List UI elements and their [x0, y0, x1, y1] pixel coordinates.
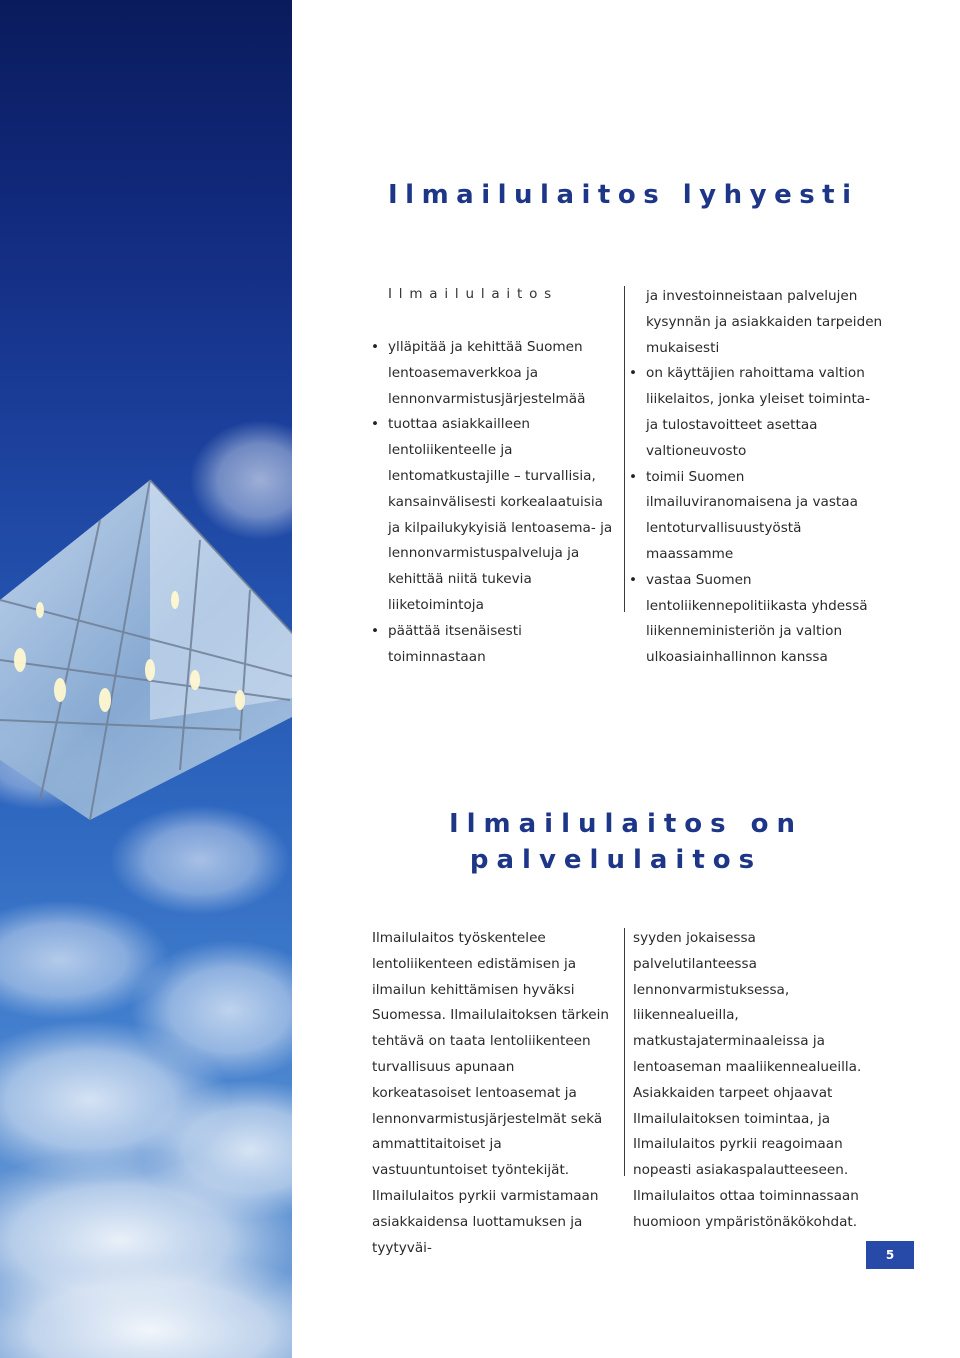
- page-number: 5: [866, 1241, 914, 1269]
- list-item: • ylläpitää ja kehittää Suomen lentoasemaverkkoa ja lennonvarmistusjärjestelmää: [388, 335, 618, 412]
- column-divider: [624, 286, 625, 612]
- list-continuation: ja investoinneistaan palvelujen kysynnän ja asiakkaiden tarpeiden mukaisesti: [646, 288, 883, 356]
- body-column-right: [633, 926, 873, 1236]
- sky-photo: [0, 0, 292, 1358]
- list-item: • tuottaa asiakkailleen lentoliikenteelle ja lentomatkustajille – turvallisia, kansainvälisesti korkealaatuisia ja kilpailukykyisiä lentoasema- ja lennonvarmistuspalveluja ja kehittää niitä tukevia liiketoimintoja: [388, 412, 618, 618]
- list-item: • päättää itsenäisesti toiminnastaan: [388, 619, 618, 671]
- sky-glass-pyramid-illustration: [0, 0, 292, 1358]
- body-column-left: [372, 926, 612, 1261]
- paragraph: syyden jokaisessa palvelutilanteessa lennonvarmistuksessa, liikennealueilla, matkustajaterminaaleissa ja lentoaseman maaliikennealueilla. Asiakkaiden tarpeet ohjaavat Ilmailulaitoksen toimintaa, ja Ilmailulaitos pyrkii reagoimaan nopeasti asiakaspalautteeseen.: [633, 930, 862, 1179]
- paragraph: Ilmailulaitos ottaa toiminnassaan huomioon ympäristönäkökohdat.: [633, 1187, 859, 1230]
- section-title-line-1: Ilmailulaitos on: [448, 809, 804, 839]
- list-item: • vastaa Suomen lentoliikennepolitiikasta yhdessä liikenneministeriön ja valtion ulkoasiainhallinnon kanssa: [646, 568, 886, 671]
- section-title-line-2: palvelulaitos: [469, 845, 763, 875]
- intro-heading: Ilmailulaitos: [388, 286, 558, 302]
- intro-list-left: [388, 335, 618, 670]
- page-title: Ilmailulaitos lyhyesti: [388, 180, 859, 210]
- section-title: [0, 806, 960, 878]
- paragraph: Ilmailulaitos työskentelee lentoliikenteen edistämisen ja ilmailun kehittämisen hyväksi Suomessa. Ilmailulaitoksen tärkein tehtävä on taata lentoliikenteen turvallisuus apunaan korkeatasoiset lentoasemat ja lennonvarmistusjärjestelmät sekä ammattitaitoiset ja vastuuntuntoiset työntekijät.: [372, 930, 610, 1179]
- column-divider: [624, 928, 625, 1176]
- list-item: • toimii Suomen ilmailuviranomaisena ja vastaa lentoturvallisuustyöstä maassamme: [646, 465, 886, 568]
- paragraph: Ilmailulaitos pyrkii varmistamaan asiakkaidensa luottamuksen ja tyytyväi-: [372, 1187, 599, 1256]
- intro-list-right: [646, 284, 886, 671]
- list-item: • on käyttäjien rahoittama valtion liikelaitos, jonka yleiset toiminta- ja tulostavoitteet asettaa valtioneuvosto: [646, 361, 886, 464]
